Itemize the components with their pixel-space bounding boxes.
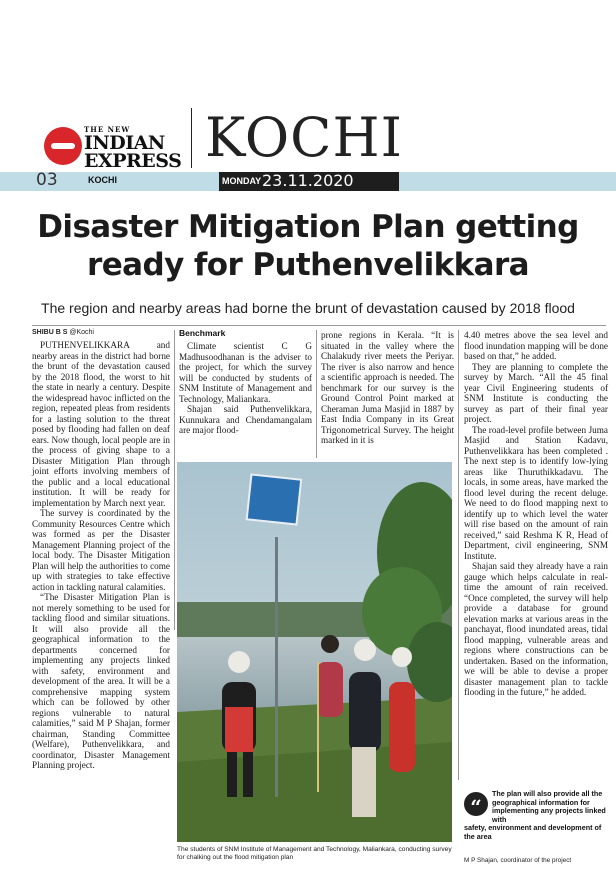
paragraph: Climate scientist C G Madhusoodhanan is the adviser to the project, for which the survey will be conducted by students of SNM Institute of Management and Technology, Maliankara. — [179, 341, 312, 404]
section-label: KOCHI — [88, 175, 117, 185]
date-label: 23.11.2020 — [262, 171, 354, 190]
article-column-4 — [464, 330, 608, 698]
article-column-3 — [321, 330, 454, 446]
article-column-2 — [179, 341, 312, 436]
paragraph: “The Disaster Mitigation Plan is not merely something to be used for tackling flood and similar situations. It will also provide all the geographical information to the departments concerned for implementing any projects linked with safety, environment and development of the area. It will be a comprehensive mapping system which can be followed by other regions vulnerable to natural calamities,” said M P Shajan, former chairman, Standing Committee (Welfare), Puthenvelikkara, and coordinator, Disaster Management Planning project. — [32, 592, 170, 770]
pull-quote-part-1: The plan will also provide all the geographical information for implementing any projects linked with — [492, 789, 606, 824]
paragraph: PUTHENVELIKKARA and nearby areas in the district had borne the brunt of the devastation caused by the 2018 flood, the worst to hit the state in nearly a century. Despite the widespread havoc inflicted on the region, repeated pleas from residents for a lasting solution to the threat posed by flooding had fallen on deaf ears. Now though, local people are in the process of giving shape to a Disaster Mitigation Plan through joint efforts involving members of the public and a local educational institution. It will be ready for implementation by March next year. — [32, 340, 170, 508]
day-label: MONDAY — [222, 176, 262, 186]
headline-line-1: Disaster Mitigation Plan getting — [37, 209, 579, 245]
byline — [32, 329, 94, 336]
top-rule — [32, 325, 606, 326]
paragraph: 4.40 metres above the sea level and flood inundation mapping will be done based on that,” he added. — [464, 330, 608, 361]
byline-handle: @Kochi — [69, 329, 94, 336]
paper-name-small: THE NEW — [84, 125, 131, 134]
headline — [14, 208, 602, 284]
article-photo — [177, 462, 452, 842]
pull-quote-part-2: safety, environment and development of the area — [464, 823, 602, 841]
column-divider — [316, 330, 317, 458]
section-subheading: Benchmark — [179, 328, 226, 338]
page-number: 03 — [36, 170, 58, 190]
subheadline: The region and nearby areas had borne the brunt of devastation caused by 2018 flood — [41, 300, 575, 316]
paragraph: Shajan said Puthenvelikkara, Kunnukara and Chendamangalam are major flood- — [179, 404, 312, 435]
paragraph: The survey is coordinated by the Community Resources Centre which was formed as per the Disaster Management Planning project of the local body. The Disaster Mitigation Plan will help the authorities to come up with strategies to take effective action in tackling natural calamities. — [32, 508, 170, 592]
survey-photo-illustration — [177, 462, 452, 842]
headline-line-2: ready for Puthenvelikkara — [87, 247, 529, 283]
newspaper-logo-icon — [44, 127, 82, 165]
paper-name-line1: INDIAN — [84, 132, 165, 154]
newspaper-name — [84, 126, 184, 170]
paragraph: The road-level profile between Juma Masjid and Station Kadavu, Puthenvelikkara has been completed . The next step is to identify low-lying areas like Thuruthikkadavu. The locals, in some areas, have marked the flood level during the recent deluge. We need to do flood mapping next to identify up to which level the water will rise based on the amount of rain received,” said Reshma K R, Head of Department, civil engineering, SNM Institute. — [464, 424, 608, 561]
city-edition-title: KOCHI — [205, 106, 403, 169]
column-divider — [174, 330, 175, 630]
paragraph: prone regions in Kerala. “It is situated in the valley where the Chalakudy river meets the Periyar. The river is also narrow and hence a scientific approach is needed. The benchmark for our survey is the Ground Control Point marked at Cheraman Juma Masjid in 1887 by East India Company in its Great Trigonometrical Survey. The height marked in it is — [321, 330, 454, 445]
quote-icon: “ — [464, 792, 488, 816]
masthead-divider — [191, 108, 192, 168]
article-column-1 — [32, 340, 170, 771]
paragraph: Shajan said they already have a rain gauge which helps calculate in real-time the amount of rain received. “Once completed, the survey will help provide a database for ground elevation marks at various areas in the panchayat, flood inundated areas, tidal flood mapping, vulnerable areas and regions where constructions can be undertaken. Based on the information, we will be able to devise a proper disaster management plan to tackle flooding in the future,” he added. — [464, 561, 608, 697]
pull-quote-attribution: M P Shajan, coordinator of the project — [464, 857, 572, 864]
paper-name-line2: EXPRESS — [84, 150, 182, 172]
photo-caption: The students of SNM Institute of Management and Technology, Maliankara, conducting survey for chalking out the flood mitigation plan — [177, 846, 452, 862]
paragraph: They are planning to complete the survey by March. “All the 45 final year Civil Engineering students of SNM Institute is conducting the survey as part of their final year project. — [464, 361, 608, 424]
byline-name: SHIBU B S — [32, 329, 68, 336]
column-divider — [458, 330, 459, 780]
